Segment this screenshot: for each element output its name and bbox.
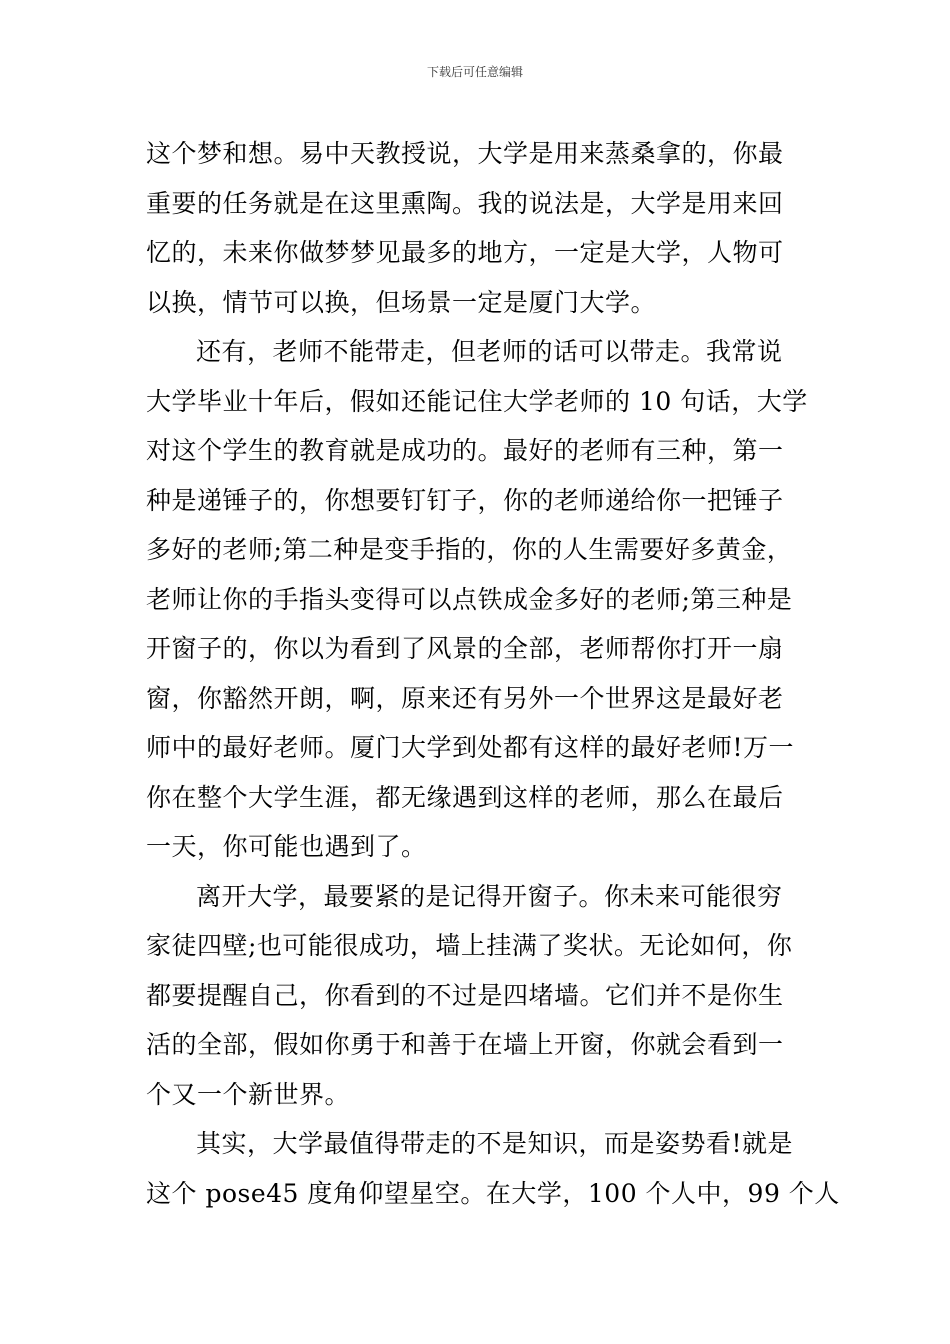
text-line: 家徒四壁;也可能很成功，墙上挂满了奖状。无论如何，你 [146,931,793,960]
text-line: 这个梦和想。易中天教授说，大学是用来蒸桑拿的，你最 [146,139,784,168]
text-line: 以换，情节可以换，但场景一定是厦门大学。 [146,287,657,317]
text-line: 个又一个新世界。 [146,1079,351,1109]
paragraph-2 [146,327,810,872]
text-line: 你在整个大学生涯，都无缘遇到这样的老师，那么在最后 [146,782,784,812]
text-line: 这个 pose45 度角仰望星空。在大学，100 个人中，99 个人 [146,1178,840,1208]
text-line: 老师让你的手指头变得可以点铁成金多好的老师;第三种是 [146,584,793,614]
text-line: 一天，你可能也遇到了。 [146,832,427,861]
document-body [146,129,840,1218]
text-line: 师中的最好老师。厦门大学到处都有这样的最好老师!万一 [146,733,795,762]
text-line: 忆的，未来你做梦梦见最多的地方，一定是大学，人物可 [146,238,784,267]
text-line: 种是递锤子的，你想要钉钉子，你的老师递给你一把锤子 [146,485,784,515]
text-line: 窗，你豁然开朗，啊，原来还有另外一个世界这是最好老 [146,683,784,713]
text-line: 大学毕业十年后，假如还能记住大学老师的 10 句话，大学 [146,386,808,416]
text-line: 多好的老师;第二种是变手指的，你的人生需要好多黄金， [146,535,793,564]
text-line: 对这个学生的教育就是成功的。最好的老师有三种，第一 [146,436,784,465]
text-line: 其实，大学最值得带走的不是知识，而是姿势看!就是 [196,1129,794,1158]
text-line: 开窗子的，你以为看到了风景的全部，老师帮你打开一扇 [146,634,784,663]
paragraph-4 [146,1119,840,1218]
page-header: 下载后可任意编辑 [426,65,523,79]
text-line: 还有，老师不能带走，但老师的话可以带走。我常说 [196,337,783,366]
text-line: 离开大学，最要紧的是记得开窗子。你未来可能很穷 [196,881,783,911]
paragraph-3 [146,872,810,1120]
text-line: 重要的任务就是在这里熏陶。我的说法是，大学是用来回 [146,188,784,218]
text-line: 活的全部，假如你勇于和善于在墙上开窗，你就会看到一 [146,1030,784,1059]
text-line: 都要提醒自己，你看到的不过是四堵墙。它们并不是你生 [146,980,784,1010]
paragraph-1 [146,129,810,327]
